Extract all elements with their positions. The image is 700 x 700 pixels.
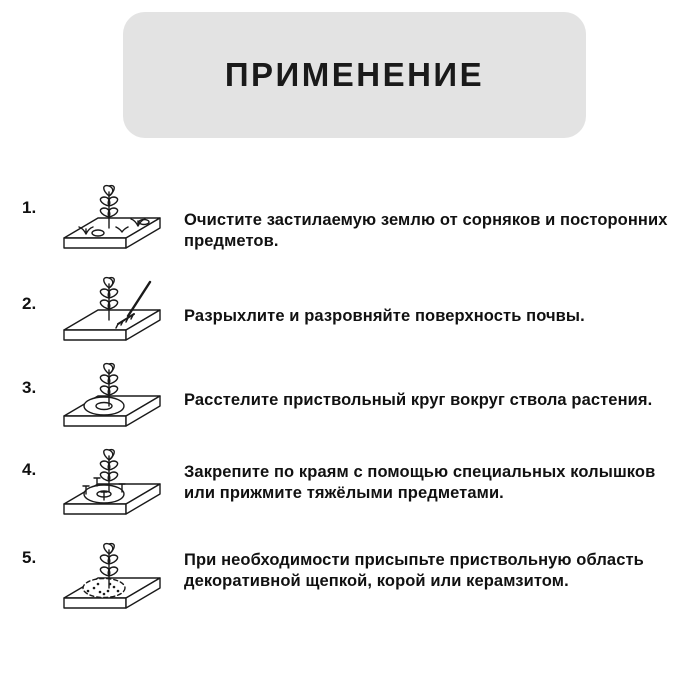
step-number: 1. bbox=[22, 198, 37, 217]
step-item bbox=[0, 176, 700, 272]
step-item bbox=[0, 534, 700, 630]
step-text: Закрепите по краям с помощью специальных колышков или прижмите тяжёлыми предметами. bbox=[184, 463, 656, 502]
step-illustration-mulch-circle bbox=[52, 356, 172, 448]
step-text: Очистите застилаемую землю от сорняков и посторонних предметов. bbox=[184, 211, 668, 250]
step-illustration-decorative-chips bbox=[52, 534, 172, 626]
step-item bbox=[0, 272, 700, 356]
step-number: 4. bbox=[22, 460, 37, 479]
steps-list bbox=[0, 176, 700, 630]
header-banner bbox=[123, 12, 586, 138]
step-text: При необходимости присыпьте приствольную область декоративной щепкой, корой или керамзитом. bbox=[184, 551, 644, 590]
step-illustration-rake bbox=[52, 272, 172, 364]
page-title: ПРИМЕНЕНИЕ bbox=[224, 56, 485, 93]
step-text: Разрыхлите и разровняйте поверхность почвы. bbox=[184, 307, 585, 325]
step-number: 3. bbox=[22, 378, 37, 397]
step-item bbox=[0, 356, 700, 442]
step-item bbox=[0, 442, 700, 534]
step-number: 2. bbox=[22, 294, 37, 313]
step-text: Расстелите приствольный круг вокруг ствола растения. bbox=[184, 391, 653, 409]
step-illustration-weeds bbox=[52, 176, 172, 268]
step-number: 5. bbox=[22, 548, 37, 567]
step-illustration-pegs bbox=[52, 442, 172, 534]
